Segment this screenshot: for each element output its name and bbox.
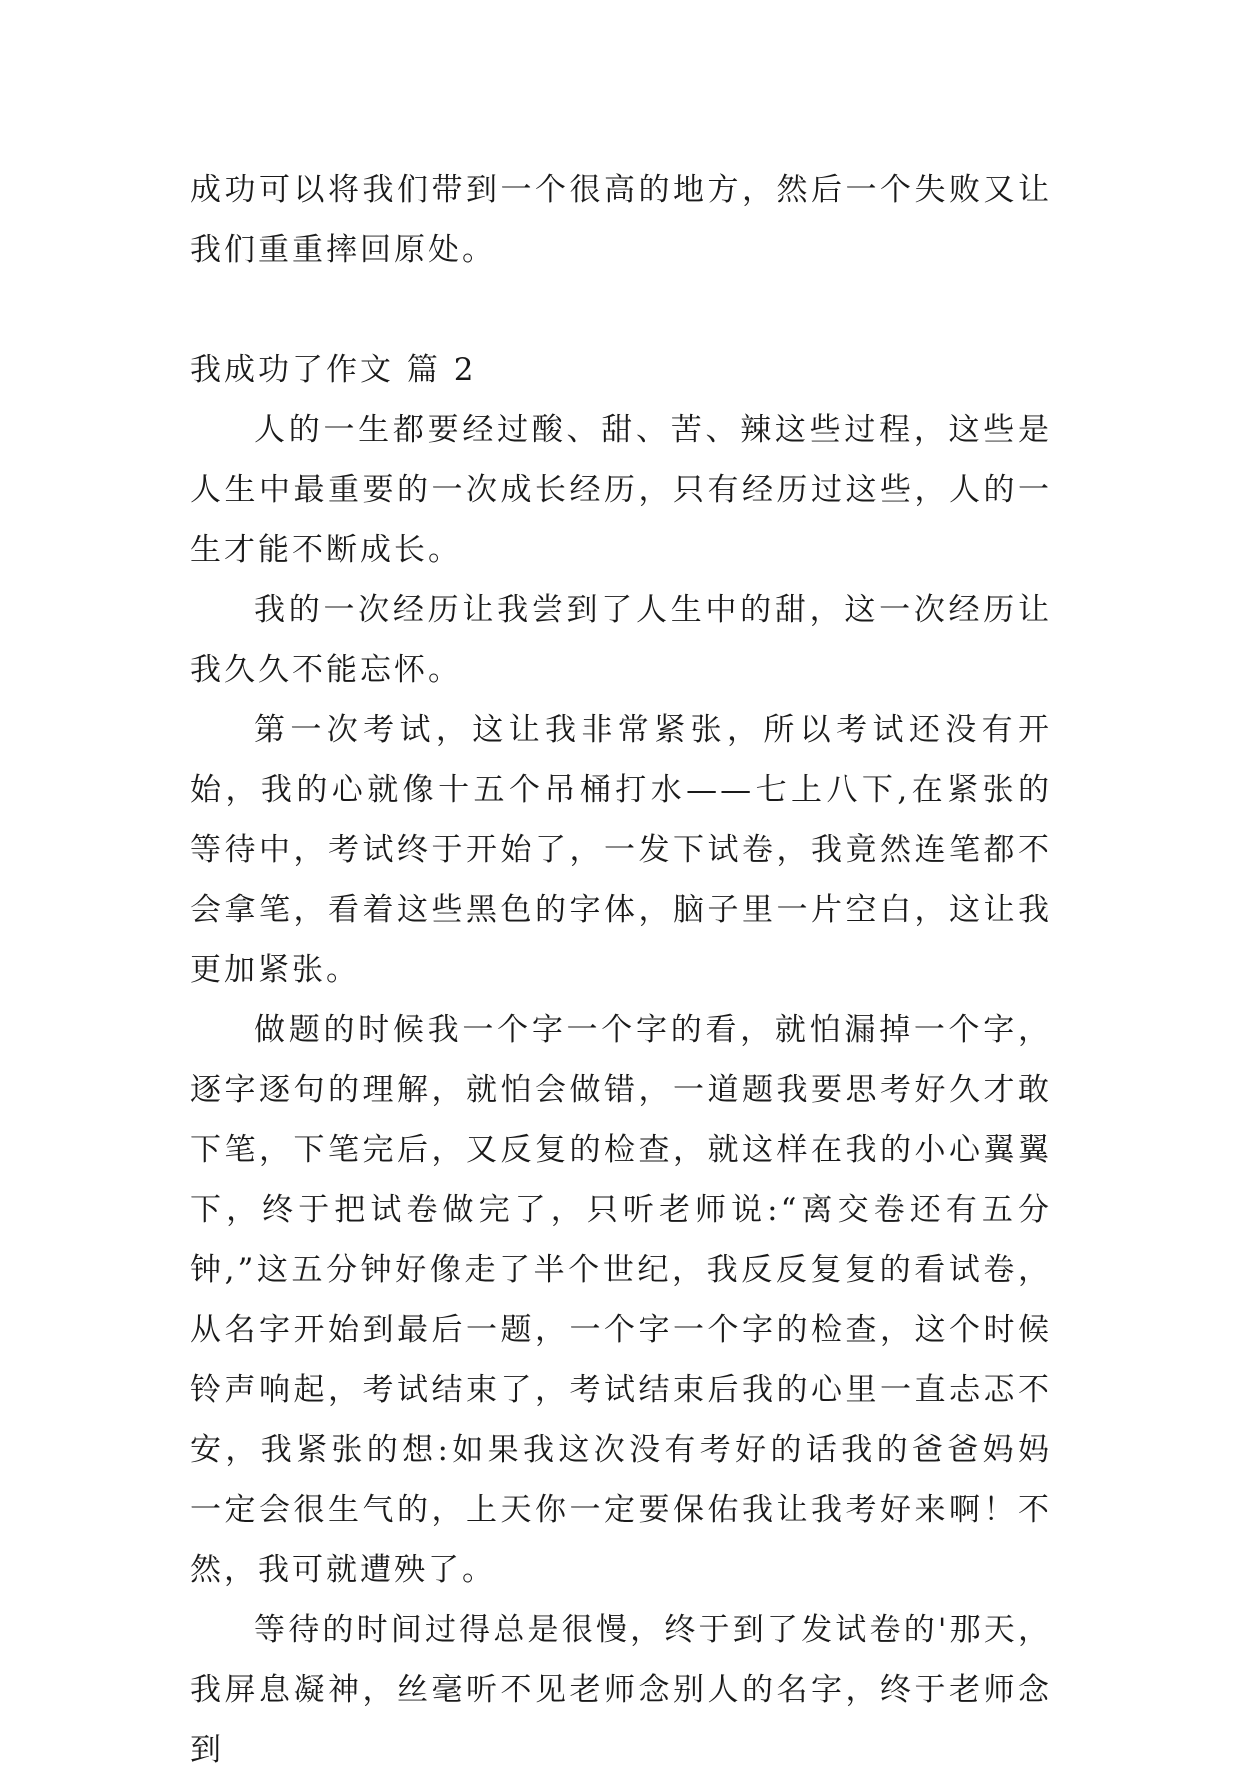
section-heading: 我成功了作文 篇 2 xyxy=(190,352,477,388)
document-page xyxy=(190,160,1052,1780)
body-paragraph: 做题的时候我一个字一个字的看，就怕漏掉一个字，逐字逐句的理解，就怕会做错，一道题我要思考好久才敢下笔，下笔完后，又反复的检查，就这样在我的小心翼翼下，终于把试卷做完了，只听老师说:“离交卷还有五分钟,”这五分钟好像走了半个世纪，我反反复复的看试卷，从名字开始到最后一题，一个字一个字的检查，这个时候铃声响起，考试结束了，考试结束后我的心里一直忐忑不安，我紧张的想:如果我这次没有考好的话我的爸爸妈妈一定会很生气的，上天你一定要保佑我让我考好来啊！不然，我可就遭殃了。 xyxy=(190,1012,1052,1588)
body-paragraph: 等待的时间过得总是很慢，终于到了发试卷的'那天，我屏息凝神，丝毫听不见老师念别人的名字，终于老师念到 xyxy=(190,1612,1052,1768)
lead-paragraph: 成功可以将我们带到一个很高的地方，然后一个失败又让我们重重摔回原处。 xyxy=(190,172,1052,268)
body-paragraph: 人的一生都要经过酸、甜、苦、辣这些过程，这些是人生中最重要的一次成长经历，只有经历过这些，人的一生才能不断成长。 xyxy=(190,412,1052,568)
body-paragraph: 第一次考试，这让我非常紧张，所以考试还没有开始，我的心就像十五个吊桶打水——七上八下,在紧张的等待中，考试终于开始了，一发下试卷，我竟然连笔都不会拿笔，看着这些黑色的字体，脑子里一片空白，这让我更加紧张。 xyxy=(190,712,1052,988)
body-paragraph: 我的一次经历让我尝到了人生中的甜，这一次经历让我久久不能忘怀。 xyxy=(190,592,1052,688)
